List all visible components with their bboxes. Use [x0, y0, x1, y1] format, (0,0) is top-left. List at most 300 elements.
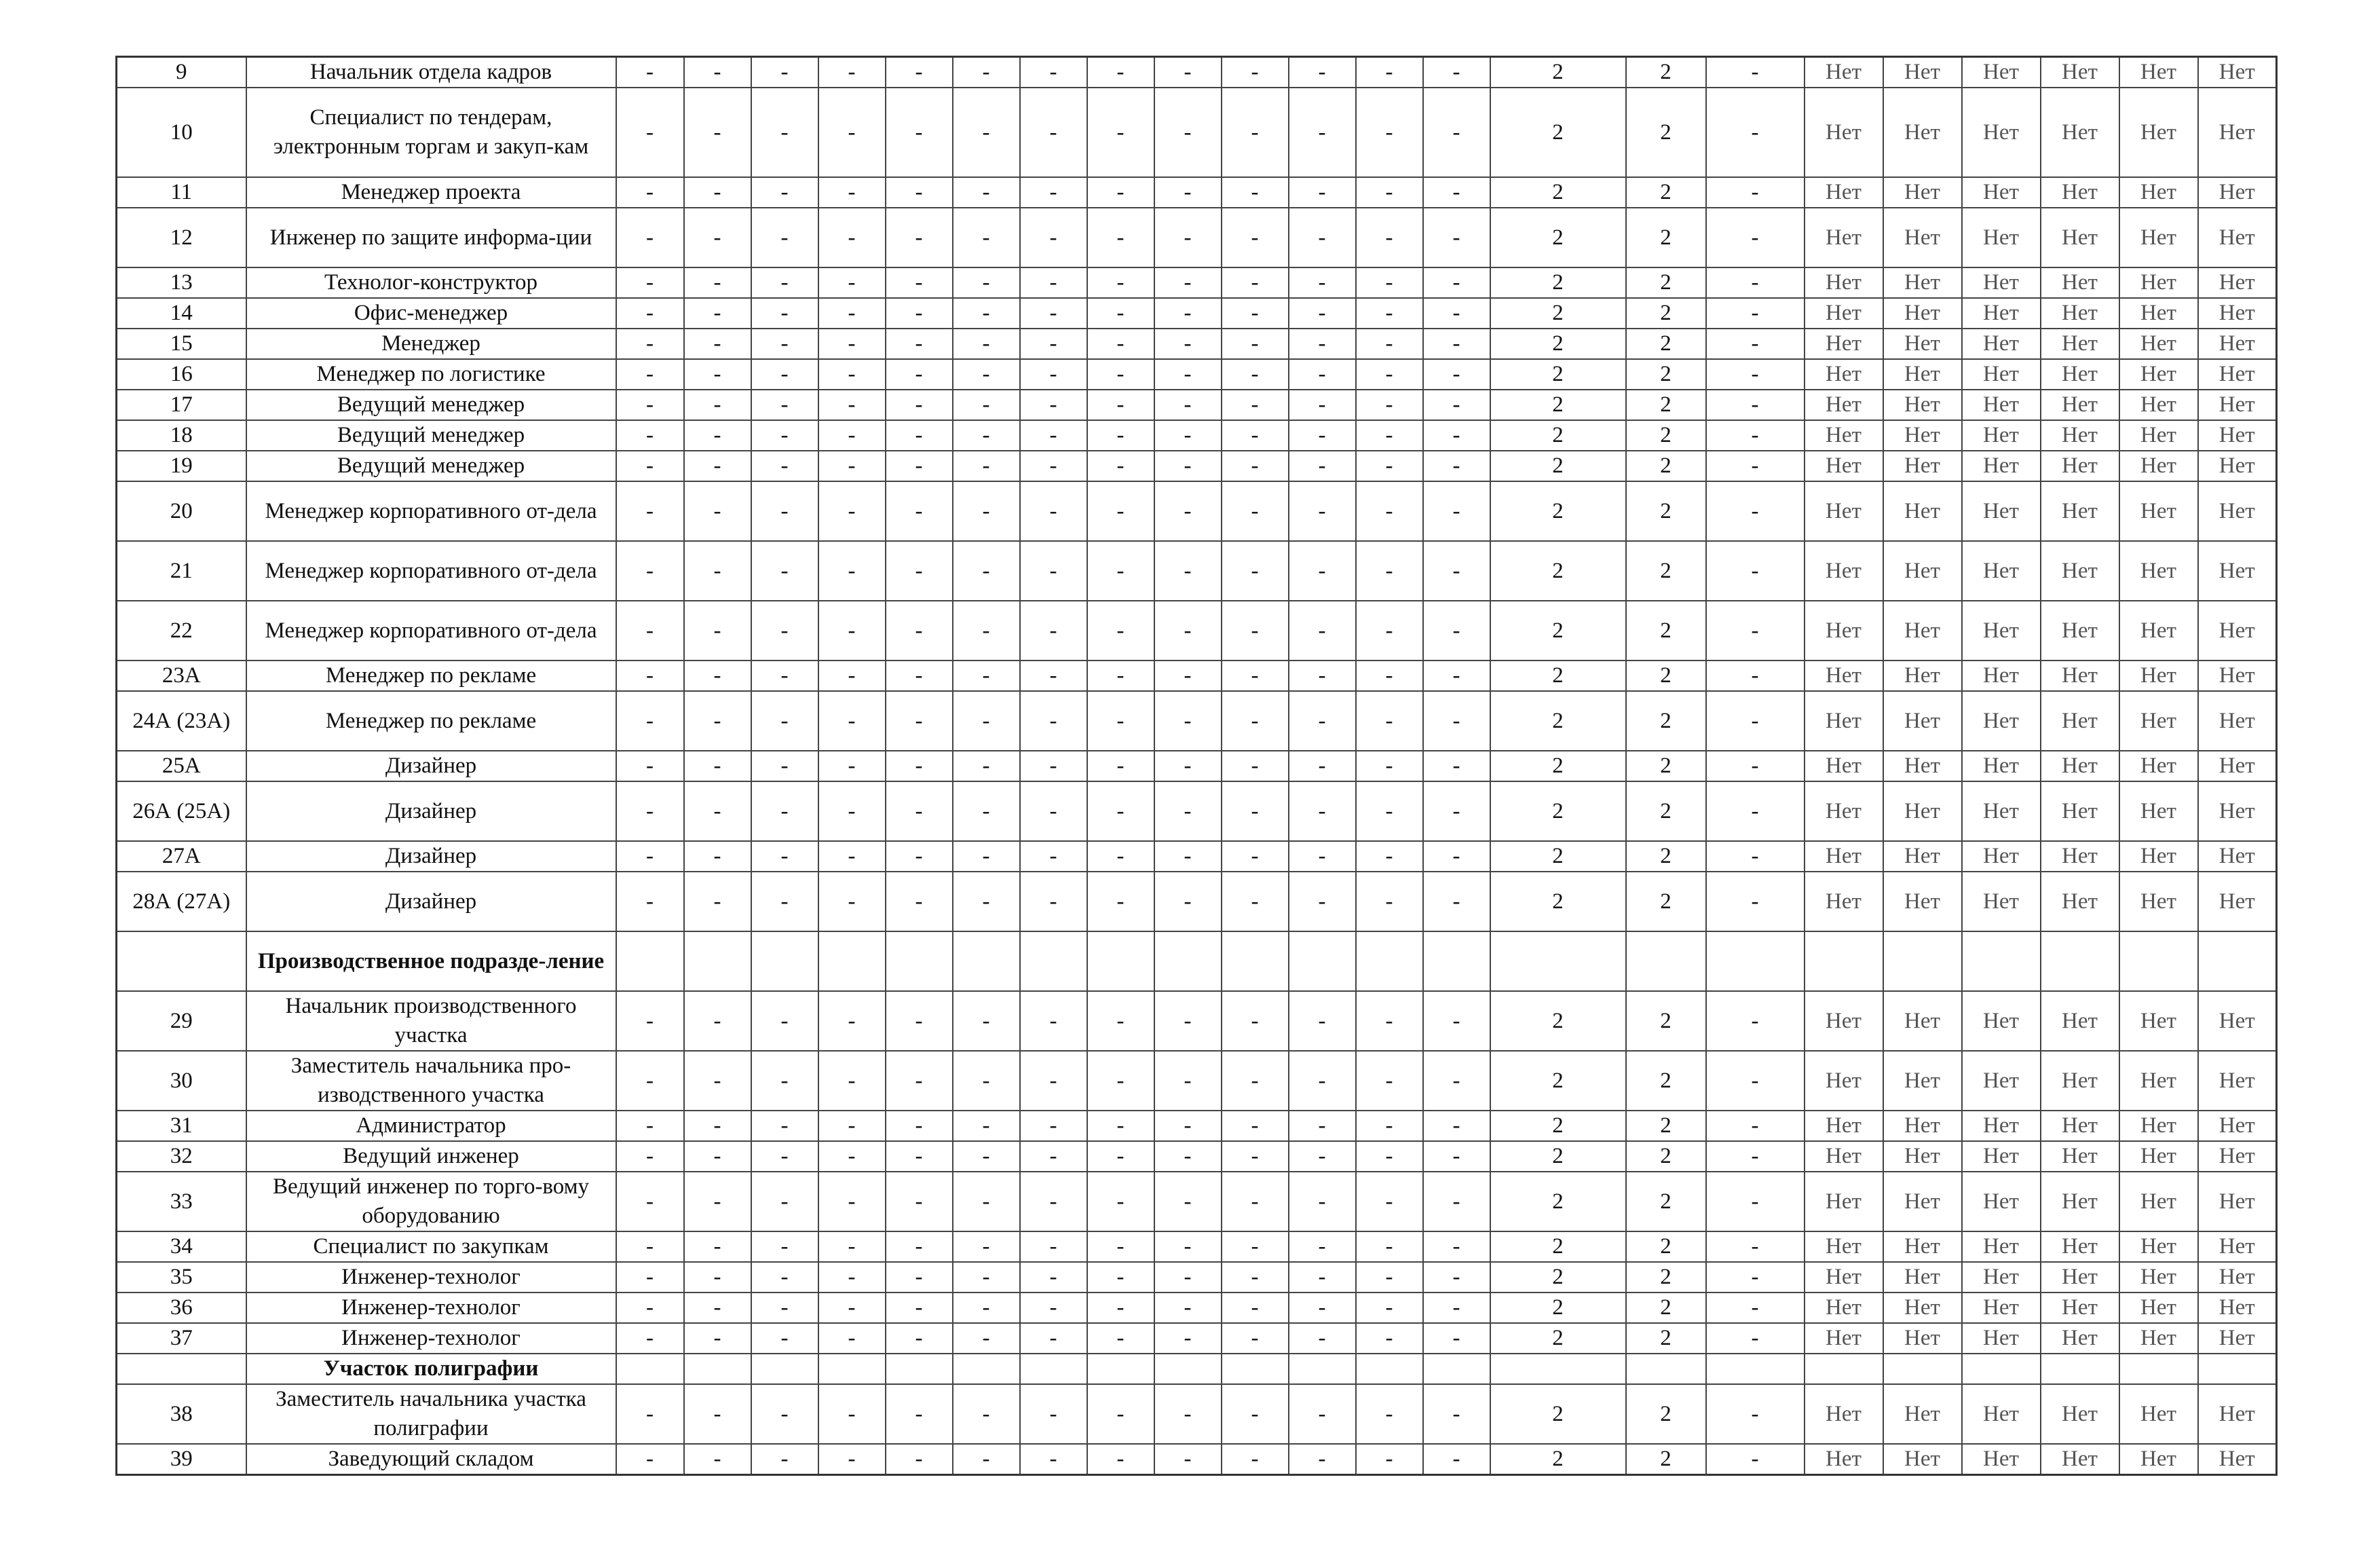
dash-cell: -: [616, 872, 684, 931]
dash-cell: -: [684, 1172, 751, 1231]
dash-cell: -: [1087, 1444, 1154, 1475]
dash-cell: -: [953, 601, 1020, 661]
empty-cell: [751, 931, 818, 991]
value-cell: 2: [1490, 359, 1626, 390]
net-cell: Нет: [2041, 298, 2119, 329]
dash-cell: -: [886, 451, 953, 481]
dash-cell: -: [616, 541, 684, 601]
net-cell: Нет: [2119, 177, 2198, 208]
dash-cell: -: [1706, 329, 1805, 359]
dash-cell: -: [1154, 691, 1222, 751]
dash-cell: -: [1706, 1141, 1805, 1172]
empty-cell: [2198, 1354, 2277, 1384]
dash-cell: -: [1154, 88, 1222, 177]
value-cell: 2: [1626, 841, 1706, 872]
dash-cell: -: [1154, 267, 1222, 298]
net-cell: Нет: [2198, 751, 2277, 781]
table-row: [117, 481, 2277, 541]
value-cell: 2: [1626, 390, 1706, 420]
value-cell: 2: [1626, 541, 1706, 601]
dash-cell: -: [1706, 481, 1805, 541]
dash-cell: -: [886, 1444, 953, 1475]
net-cell: Нет: [2119, 88, 2198, 177]
dash-cell: -: [953, 57, 1020, 88]
value-cell: 2: [1490, 451, 1626, 481]
net-cell: Нет: [2119, 1293, 2198, 1323]
dash-cell: -: [1087, 57, 1154, 88]
dash-cell: -: [1356, 451, 1423, 481]
dash-cell: -: [818, 1111, 886, 1141]
net-cell: Нет: [1962, 390, 2041, 420]
dash-cell: -: [818, 451, 886, 481]
net-cell: Нет: [1805, 541, 1883, 601]
row-number-cell: 28А (27А): [117, 872, 246, 931]
dash-cell: -: [886, 691, 953, 751]
net-cell: Нет: [1962, 1111, 2041, 1141]
dash-cell: -: [1423, 1141, 1490, 1172]
net-cell: Нет: [2041, 872, 2119, 931]
net-cell: Нет: [1962, 1051, 2041, 1111]
net-cell: Нет: [1805, 298, 1883, 329]
dash-cell: -: [818, 1231, 886, 1262]
dash-cell: -: [1706, 781, 1805, 841]
net-cell: Нет: [2119, 420, 2198, 451]
dash-cell: -: [953, 661, 1020, 691]
net-cell: Нет: [2198, 781, 2277, 841]
table-row: [117, 1172, 2277, 1231]
dash-cell: -: [616, 267, 684, 298]
value-cell: 2: [1490, 298, 1626, 329]
dash-cell: -: [1222, 541, 1289, 601]
position-name-cell: Менеджер: [246, 329, 616, 359]
net-cell: Нет: [1962, 1384, 2041, 1444]
net-cell: Нет: [2119, 451, 2198, 481]
empty-cell: [1962, 1354, 2041, 1384]
dash-cell: -: [953, 481, 1020, 541]
value-cell: 2: [1626, 420, 1706, 451]
dash-cell: -: [1154, 1384, 1222, 1444]
dash-cell: -: [616, 451, 684, 481]
dash-cell: -: [818, 751, 886, 781]
value-cell: 2: [1626, 88, 1706, 177]
dash-cell: -: [1356, 691, 1423, 751]
empty-cell: [1962, 931, 2041, 991]
value-cell: 2: [1626, 481, 1706, 541]
dash-cell: -: [616, 390, 684, 420]
dash-cell: -: [886, 601, 953, 661]
net-cell: Нет: [1883, 177, 1962, 208]
dash-cell: -: [1087, 88, 1154, 177]
dash-cell: -: [1289, 1051, 1356, 1111]
net-cell: Нет: [1805, 1293, 1883, 1323]
value-cell: 2: [1490, 481, 1626, 541]
net-cell: Нет: [2198, 481, 2277, 541]
net-cell: Нет: [2041, 781, 2119, 841]
dash-cell: -: [616, 1444, 684, 1475]
net-cell: Нет: [2041, 1111, 2119, 1141]
net-cell: Нет: [2041, 481, 2119, 541]
dash-cell: -: [751, 1111, 818, 1141]
dash-cell: -: [1706, 872, 1805, 931]
value-cell: 2: [1490, 1262, 1626, 1293]
net-cell: Нет: [2119, 991, 2198, 1051]
table-row: [117, 1323, 2277, 1354]
dash-cell: -: [616, 691, 684, 751]
net-cell: Нет: [2041, 691, 2119, 751]
value-cell: 2: [1626, 1262, 1706, 1293]
dash-cell: -: [1423, 88, 1490, 177]
position-name-cell: Офис-менеджер: [246, 298, 616, 329]
net-cell: Нет: [1883, 1141, 1962, 1172]
dash-cell: -: [1154, 1323, 1222, 1354]
net-cell: Нет: [2198, 267, 2277, 298]
dash-cell: -: [1020, 1262, 1087, 1293]
dash-cell: -: [1154, 601, 1222, 661]
dash-cell: -: [1087, 541, 1154, 601]
dash-cell: -: [1020, 390, 1087, 420]
value-cell: 2: [1626, 298, 1706, 329]
dash-cell: -: [1706, 1111, 1805, 1141]
table-row: [117, 841, 2277, 872]
row-number-cell: [117, 1354, 246, 1384]
dash-cell: -: [1356, 1444, 1423, 1475]
empty-cell: [1087, 931, 1154, 991]
dash-cell: -: [953, 691, 1020, 751]
dash-cell: -: [1706, 601, 1805, 661]
dash-cell: -: [818, 841, 886, 872]
net-cell: Нет: [1883, 691, 1962, 751]
dash-cell: -: [1154, 751, 1222, 781]
net-cell: Нет: [2119, 329, 2198, 359]
dash-cell: -: [616, 1384, 684, 1444]
net-cell: Нет: [1805, 1141, 1883, 1172]
dash-cell: -: [1706, 88, 1805, 177]
dash-cell: -: [751, 691, 818, 751]
net-cell: Нет: [1962, 298, 2041, 329]
table-row: [117, 541, 2277, 601]
dash-cell: -: [1020, 208, 1087, 267]
net-cell: Нет: [1805, 1051, 1883, 1111]
row-number-cell: 38: [117, 1384, 246, 1444]
dash-cell: -: [886, 329, 953, 359]
position-name-cell: Заместитель начальника про-изводственного участка: [246, 1051, 616, 1111]
dash-cell: -: [1020, 991, 1087, 1051]
empty-cell: [1289, 931, 1356, 991]
dash-cell: -: [1356, 872, 1423, 931]
dash-cell: -: [751, 751, 818, 781]
value-cell: 2: [1490, 420, 1626, 451]
position-name-cell: Специалист по закупкам: [246, 1231, 616, 1262]
dash-cell: -: [1222, 57, 1289, 88]
dash-cell: -: [1706, 57, 1805, 88]
dash-cell: -: [1222, 390, 1289, 420]
dash-cell: -: [1706, 1293, 1805, 1323]
dash-cell: -: [1706, 691, 1805, 751]
row-number-cell: 31: [117, 1111, 246, 1141]
empty-cell: [2119, 931, 2198, 991]
dash-cell: -: [1706, 1323, 1805, 1354]
dash-cell: -: [818, 329, 886, 359]
section-row: [117, 1354, 2277, 1384]
net-cell: Нет: [1962, 1141, 2041, 1172]
dash-cell: -: [1423, 1051, 1490, 1111]
dash-cell: -: [1423, 57, 1490, 88]
dash-cell: -: [818, 1444, 886, 1475]
dash-cell: -: [1020, 1231, 1087, 1262]
section-row: [117, 931, 2277, 991]
net-cell: Нет: [1805, 208, 1883, 267]
net-cell: Нет: [2198, 661, 2277, 691]
dash-cell: -: [616, 359, 684, 390]
dash-cell: -: [1222, 1051, 1289, 1111]
dash-cell: -: [616, 661, 684, 691]
value-cell: 2: [1626, 1231, 1706, 1262]
dash-cell: -: [1356, 329, 1423, 359]
dash-cell: -: [953, 1172, 1020, 1231]
dash-cell: -: [1706, 751, 1805, 781]
dash-cell: -: [1154, 1051, 1222, 1111]
dash-cell: -: [1087, 601, 1154, 661]
net-cell: Нет: [2041, 420, 2119, 451]
net-cell: Нет: [2198, 1172, 2277, 1231]
dash-cell: -: [684, 177, 751, 208]
position-name-cell: Дизайнер: [246, 781, 616, 841]
dash-cell: -: [1087, 451, 1154, 481]
net-cell: Нет: [1805, 1384, 1883, 1444]
dash-cell: -: [684, 1323, 751, 1354]
net-cell: Нет: [1962, 88, 2041, 177]
net-cell: Нет: [2041, 1141, 2119, 1172]
value-cell: 2: [1626, 267, 1706, 298]
dash-cell: -: [886, 991, 953, 1051]
net-cell: Нет: [1962, 841, 2041, 872]
dash-cell: -: [1222, 661, 1289, 691]
net-cell: Нет: [2198, 451, 2277, 481]
net-cell: Нет: [1962, 267, 2041, 298]
dash-cell: -: [1289, 359, 1356, 390]
dash-cell: -: [684, 872, 751, 931]
empty-cell: [1706, 931, 1805, 991]
dash-cell: -: [1154, 1293, 1222, 1323]
net-cell: Нет: [2198, 329, 2277, 359]
value-cell: 2: [1490, 1172, 1626, 1231]
row-number-cell: 11: [117, 177, 246, 208]
dash-cell: -: [1423, 177, 1490, 208]
dash-cell: -: [953, 1231, 1020, 1262]
dash-cell: -: [818, 420, 886, 451]
position-name-cell: Инженер-технолог: [246, 1293, 616, 1323]
table-row: [117, 177, 2277, 208]
dash-cell: -: [1154, 1262, 1222, 1293]
dash-cell: -: [684, 1444, 751, 1475]
dash-cell: -: [1087, 1051, 1154, 1111]
dash-cell: -: [1087, 267, 1154, 298]
dash-cell: -: [1706, 1444, 1805, 1475]
position-name-cell: Дизайнер: [246, 841, 616, 872]
empty-cell: [1423, 931, 1490, 991]
net-cell: Нет: [1805, 1172, 1883, 1231]
dash-cell: -: [818, 781, 886, 841]
row-number-cell: 35: [117, 1262, 246, 1293]
value-cell: 2: [1490, 661, 1626, 691]
dash-cell: -: [818, 691, 886, 751]
net-cell: Нет: [2041, 541, 2119, 601]
dash-cell: -: [751, 1172, 818, 1231]
dash-cell: -: [818, 1262, 886, 1293]
net-cell: Нет: [1805, 267, 1883, 298]
net-cell: Нет: [2119, 1384, 2198, 1444]
dash-cell: -: [684, 1141, 751, 1172]
dash-cell: -: [684, 451, 751, 481]
dash-cell: -: [953, 1111, 1020, 1141]
value-cell: 2: [1490, 781, 1626, 841]
dash-cell: -: [1423, 1231, 1490, 1262]
dash-cell: -: [953, 751, 1020, 781]
dash-cell: -: [1423, 601, 1490, 661]
net-cell: Нет: [2119, 1231, 2198, 1262]
position-name-cell: Ведущий менеджер: [246, 390, 616, 420]
dash-cell: -: [953, 208, 1020, 267]
net-cell: Нет: [1805, 177, 1883, 208]
table-row: [117, 390, 2277, 420]
dash-cell: -: [684, 1384, 751, 1444]
dash-cell: -: [886, 1111, 953, 1141]
value-cell: 2: [1490, 390, 1626, 420]
empty-cell: [1020, 1354, 1087, 1384]
dash-cell: -: [1706, 451, 1805, 481]
dash-cell: -: [886, 267, 953, 298]
net-cell: Нет: [2041, 1293, 2119, 1323]
net-cell: Нет: [1883, 1111, 1962, 1141]
position-name-cell: Ведущий менеджер: [246, 420, 616, 451]
dash-cell: -: [1020, 359, 1087, 390]
dash-cell: -: [616, 208, 684, 267]
dash-cell: -: [886, 1262, 953, 1293]
row-number-cell: 29: [117, 991, 246, 1051]
dash-cell: -: [886, 1323, 953, 1354]
section-title-cell: Участок полиграфии: [246, 1354, 616, 1384]
dash-cell: -: [1706, 1262, 1805, 1293]
empty-cell: [1805, 931, 1883, 991]
dash-cell: -: [1423, 781, 1490, 841]
row-number-cell: 39: [117, 1444, 246, 1475]
net-cell: Нет: [1883, 872, 1962, 931]
dash-cell: -: [953, 872, 1020, 931]
dash-cell: -: [818, 1323, 886, 1354]
dash-cell: -: [1356, 541, 1423, 601]
dash-cell: -: [818, 1293, 886, 1323]
dash-cell: -: [1706, 177, 1805, 208]
dash-cell: -: [616, 1172, 684, 1231]
dash-cell: -: [1020, 1172, 1087, 1231]
dash-cell: -: [953, 298, 1020, 329]
dash-cell: -: [1087, 298, 1154, 329]
dash-cell: -: [616, 57, 684, 88]
net-cell: Нет: [2119, 691, 2198, 751]
dash-cell: -: [1356, 1231, 1423, 1262]
dash-cell: -: [1289, 661, 1356, 691]
net-cell: Нет: [2119, 298, 2198, 329]
table-row: [117, 991, 2277, 1051]
row-number-cell: [117, 931, 246, 991]
net-cell: Нет: [1962, 481, 2041, 541]
net-cell: Нет: [2119, 781, 2198, 841]
dash-cell: -: [1222, 451, 1289, 481]
dash-cell: -: [616, 481, 684, 541]
empty-cell: [1154, 931, 1222, 991]
dash-cell: -: [1222, 1111, 1289, 1141]
dash-cell: -: [1087, 661, 1154, 691]
dash-cell: -: [684, 751, 751, 781]
dash-cell: -: [751, 991, 818, 1051]
value-cell: 2: [1626, 359, 1706, 390]
dash-cell: -: [818, 177, 886, 208]
dash-cell: -: [886, 390, 953, 420]
position-name-cell: Администратор: [246, 1111, 616, 1141]
net-cell: Нет: [2119, 267, 2198, 298]
dash-cell: -: [1356, 841, 1423, 872]
net-cell: Нет: [2198, 1141, 2277, 1172]
net-cell: Нет: [2198, 390, 2277, 420]
dash-cell: -: [1289, 420, 1356, 451]
dash-cell: -: [1020, 329, 1087, 359]
dash-cell: -: [684, 1111, 751, 1141]
row-number-cell: 36: [117, 1293, 246, 1323]
value-cell: 2: [1626, 1384, 1706, 1444]
dash-cell: -: [1087, 1111, 1154, 1141]
dash-cell: -: [684, 267, 751, 298]
net-cell: Нет: [1962, 451, 2041, 481]
dash-cell: -: [751, 1323, 818, 1354]
net-cell: Нет: [2198, 1384, 2277, 1444]
value-cell: 2: [1490, 601, 1626, 661]
net-cell: Нет: [1962, 359, 2041, 390]
empty-cell: [1626, 1354, 1706, 1384]
dash-cell: -: [1289, 177, 1356, 208]
dash-cell: -: [1423, 359, 1490, 390]
dash-cell: -: [1356, 88, 1423, 177]
row-number-cell: 37: [117, 1323, 246, 1354]
dash-cell: -: [1706, 1384, 1805, 1444]
dash-cell: -: [751, 1051, 818, 1111]
value-cell: 2: [1490, 177, 1626, 208]
dash-cell: -: [751, 1293, 818, 1323]
position-name-cell: Начальник отдела кадров: [246, 57, 616, 88]
dash-cell: -: [1423, 872, 1490, 931]
dash-cell: -: [684, 781, 751, 841]
net-cell: Нет: [2119, 481, 2198, 541]
empty-cell: [1490, 1354, 1626, 1384]
net-cell: Нет: [2198, 1262, 2277, 1293]
dash-cell: -: [1020, 1111, 1087, 1141]
dash-cell: -: [684, 691, 751, 751]
net-cell: Нет: [1962, 541, 2041, 601]
dash-cell: -: [1423, 691, 1490, 751]
dash-cell: -: [886, 781, 953, 841]
value-cell: 2: [1626, 872, 1706, 931]
dash-cell: -: [1706, 267, 1805, 298]
dash-cell: -: [1020, 88, 1087, 177]
dash-cell: -: [953, 267, 1020, 298]
value-cell: 2: [1490, 1384, 1626, 1444]
row-number-cell: 33: [117, 1172, 246, 1231]
empty-cell: [684, 931, 751, 991]
table-row: [117, 208, 2277, 267]
dash-cell: -: [818, 601, 886, 661]
net-cell: Нет: [1883, 541, 1962, 601]
net-cell: Нет: [2041, 88, 2119, 177]
value-cell: 2: [1626, 451, 1706, 481]
